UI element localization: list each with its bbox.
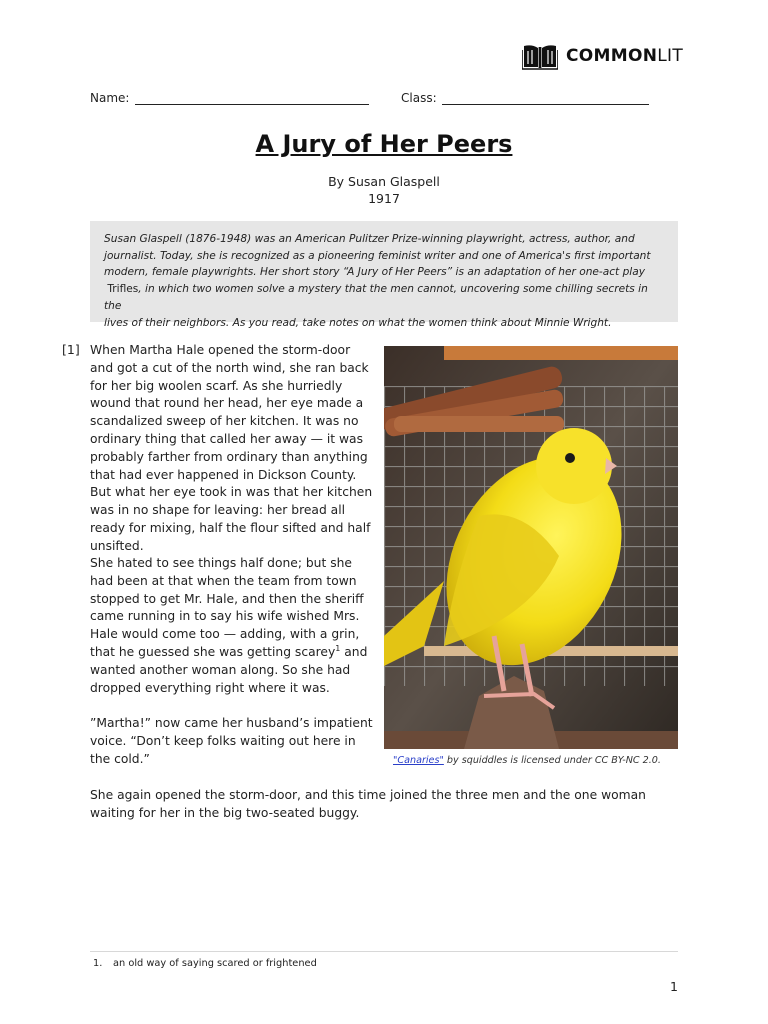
canary-photo — [384, 346, 678, 749]
footnote — [93, 958, 317, 969]
paragraph-1: When Martha Hale opened the storm-door and got a cut of the north wind, she ran back for her big woolen scarf. As she hurriedly wound that round her head, her eye made a scandalized sweep of her kitchen. It was no ordinary thing that called her away — it was probably farther from ordinary than anything that had ever happened in Dickson County. But what her eye took in was that her kitchen was in no shape for leaving: her bread all ready for mixing, half the flour sifted and half unsifted. — [90, 343, 373, 553]
year: 1917 — [368, 191, 400, 206]
intro-line: journalist. Today, she is recognized as a pioneering feminist writer and one of America's first important — [104, 249, 651, 262]
paragraph-4: She again opened the storm-door, and this time joined the three men and the one woman waiting for her in the big two-seated buggy. — [90, 788, 646, 820]
footnote-divider — [90, 951, 678, 952]
footnote-text: an old way of saying scared or frightened — [113, 958, 317, 969]
paragraph-number: [1] — [62, 342, 80, 357]
commonlit-logo — [522, 42, 683, 70]
introduction-box — [90, 221, 678, 329]
paragraph-2: She hated to see things half done; but she had been at that when the team from town stopped to get Mr. Hale, and then the sheriff came running in to say his wife wished Mrs. Hale would come too — adding, with a grin, that he guessed she was getting scarey$^1$ and wanted another woman along. So she had dropped everything right where it was. — [90, 556, 368, 695]
intro-line: Trifles, in which two women solve a mystery that the men cannot, uncovering some chilling secrets in the — [104, 283, 648, 312]
author: By Susan Glaspell — [328, 174, 440, 189]
footnote-number: 1. — [93, 958, 103, 969]
class-field[interactable] — [442, 104, 649, 105]
image-caption: "Canaries" by squiddles is licensed under CC BY-NC 2.0. — [393, 755, 661, 766]
intro-line: Susan Glaspell (1876-1948) was an American Pulitzer Prize-winning playwright, actress, author, and — [104, 233, 635, 245]
caption-link[interactable]: "Canaries" — [393, 755, 444, 766]
logo-wordmark: COMMONLIT — [566, 46, 684, 66]
name-field[interactable] — [135, 104, 369, 105]
byline — [0, 173, 768, 207]
intro-line: modern, female playwrights. Her short story “A Jury of Her Peers” is an adaptation of her one-act play — [104, 266, 646, 279]
name-label: Name: — [90, 91, 130, 105]
intro-line: lives of their neighbors. As you read, take notes on what the women think about Minnie Wright. — [104, 316, 612, 329]
open-book-icon — [522, 42, 558, 70]
class-label: Class: — [401, 91, 437, 105]
footnote-ref[interactable]: 1 — [335, 643, 341, 653]
page-number: 1 — [670, 979, 678, 994]
paragraph-3: ”Martha!” now came her husband’s impatient voice. “Don’t keep folks waiting out here in the cold.” — [90, 716, 373, 766]
page-title: A Jury of Her Peers — [255, 130, 513, 158]
play-title: Trifles — [107, 283, 139, 296]
